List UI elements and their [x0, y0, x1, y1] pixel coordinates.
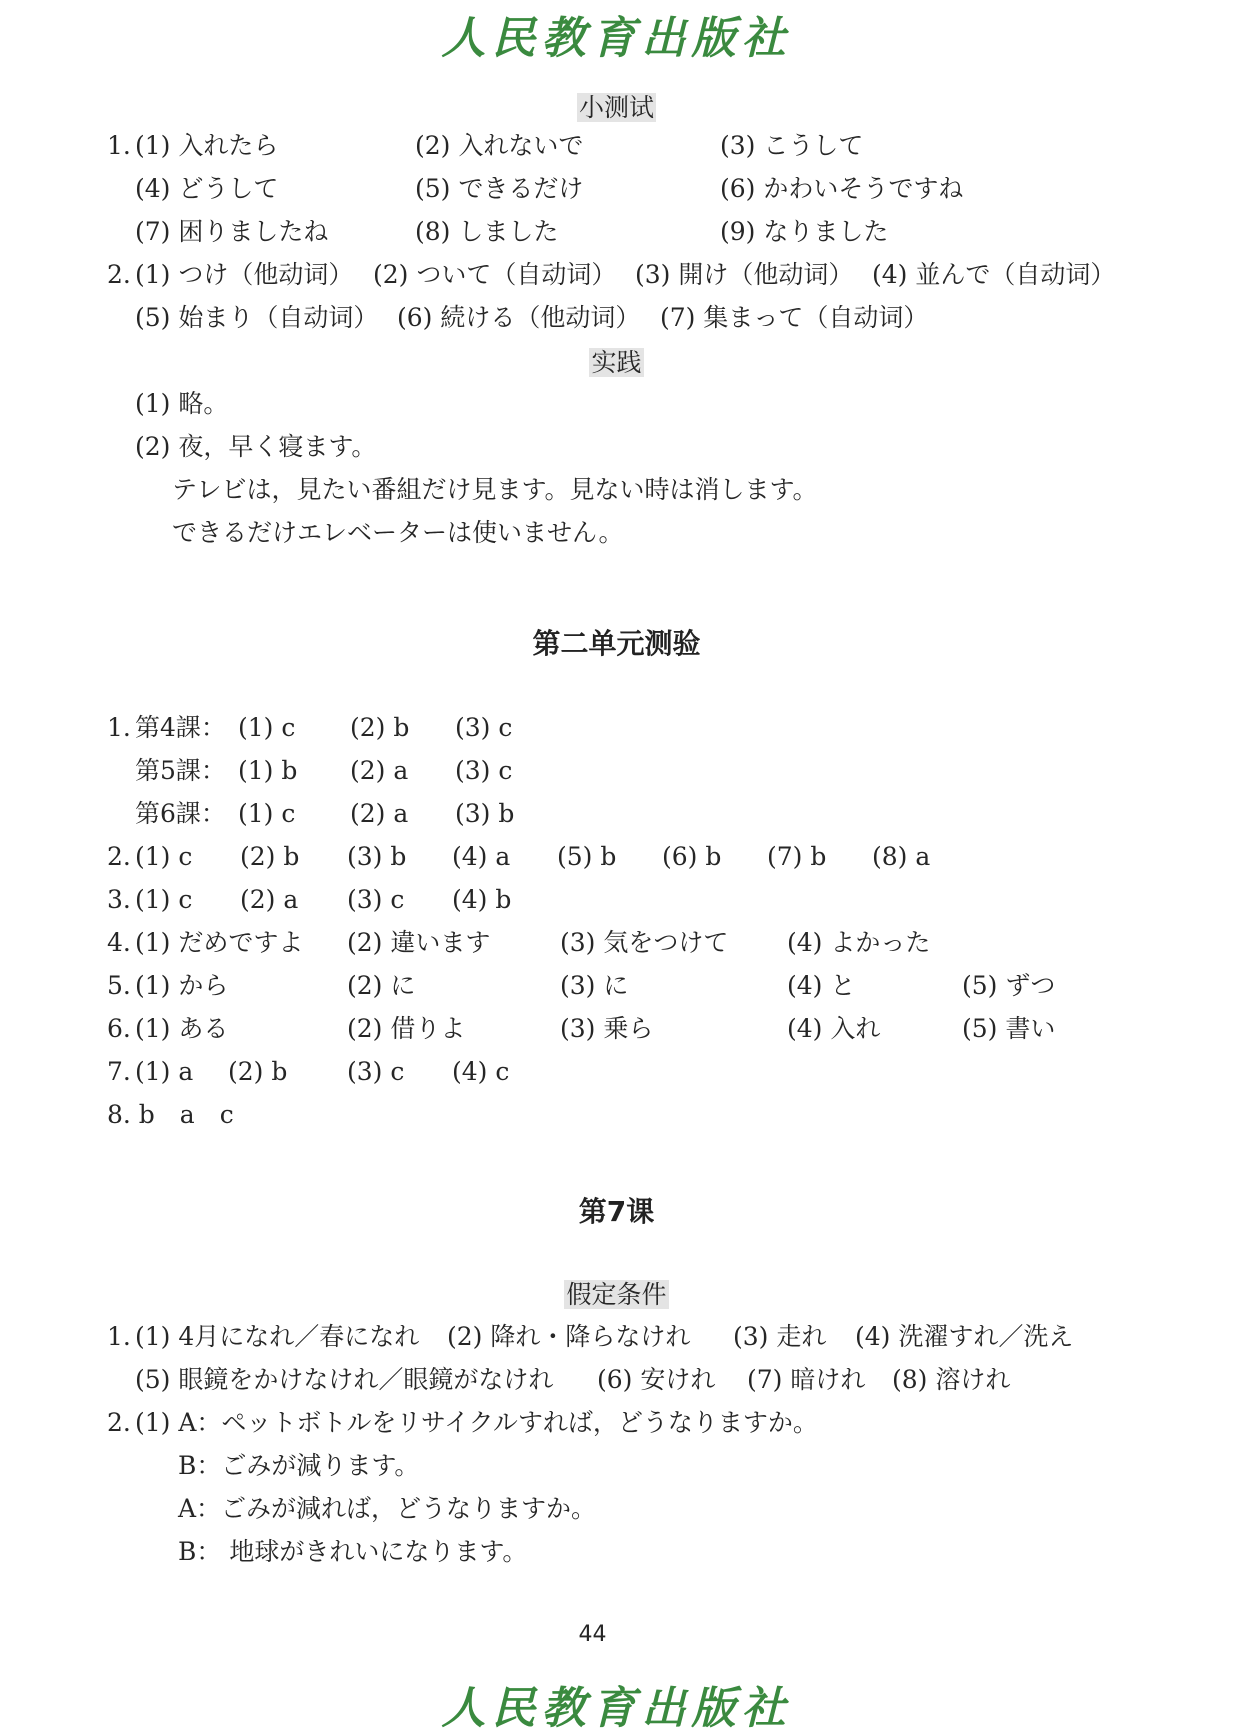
answer: (1) a — [135, 1057, 194, 1086]
lesson-label: 第6課： — [135, 799, 226, 828]
publisher-logo-top: 人民教育出版社 — [441, 13, 792, 64]
answer: (4) c — [452, 1057, 510, 1086]
answer: (5) 書い — [962, 1014, 1056, 1043]
answer: (3) 走れ — [733, 1322, 827, 1351]
answer: (3) 乗ら — [560, 1014, 654, 1043]
answer: (6) かわいそうですね — [720, 174, 964, 203]
question-number: 6. — [107, 1014, 131, 1043]
answer: (2) に — [347, 971, 416, 1000]
answer: (3) 気をつけて — [560, 928, 729, 957]
question-number: 1. — [107, 131, 131, 160]
answer: (1) 4月になれ／春になれ — [135, 1322, 420, 1351]
answer: (1) c — [238, 713, 296, 742]
answer: (7) 暗けれ — [747, 1365, 866, 1394]
answer: (3) c — [455, 756, 513, 785]
answer: (3) b — [455, 799, 515, 828]
answer: (3) c — [455, 713, 513, 742]
answer: (2) 入れないで — [415, 131, 584, 160]
answer: (1) 入れたら — [135, 131, 279, 160]
answer: (4) 洗濯すれ／洗え — [855, 1322, 1074, 1351]
question-number: 3. — [107, 885, 131, 914]
question-number: 1. — [107, 1322, 131, 1351]
answer: (4) と — [787, 971, 856, 1000]
answer: (1) c — [135, 842, 193, 871]
answer: (1) c — [135, 885, 193, 914]
answer: (5) b — [557, 842, 617, 871]
answer: (4) よかった — [787, 928, 931, 957]
answer-sub: テレビは，見たい番組だけ見ます。見ない時は消します。 — [172, 475, 818, 504]
answer: (3) 開け（他动词） — [635, 260, 854, 289]
answer: (4) b — [452, 885, 512, 914]
lesson-label: 第4課： — [135, 713, 226, 742]
heading-unit-test: 第二单元测验 — [532, 627, 701, 660]
answer: (7) b — [767, 842, 827, 871]
dialogue-line: A：ごみが減れば，どうなりますか。 — [178, 1494, 597, 1523]
answer: (4) 入れ — [787, 1014, 881, 1043]
answer: 8. b a c — [107, 1100, 234, 1129]
answer: (6) 安けれ — [597, 1365, 716, 1394]
question-number: 7. — [107, 1057, 131, 1086]
answer: (2) a — [350, 799, 409, 828]
answer: (3) に — [560, 971, 629, 1000]
question-number: 5. — [107, 971, 131, 1000]
answer: (2) ついて（自动词） — [373, 260, 617, 289]
question-number: 1. — [107, 713, 131, 742]
answer: (7) 困りましたね — [135, 217, 329, 246]
answer: (2) b — [228, 1057, 288, 1086]
dialogue-line: B：ごみが減ります。 — [178, 1451, 420, 1480]
section-title-conditional: 假定条件 — [566, 1280, 667, 1309]
answer: (3) c — [347, 885, 405, 914]
answer: (5) できるだけ — [415, 174, 584, 203]
question-number: 2. — [107, 1408, 131, 1437]
answer: (3) b — [347, 842, 407, 871]
answer: (8) a — [872, 842, 931, 871]
answer: (5) 眼鏡をかけなけれ／眼鏡がなけれ — [135, 1365, 554, 1394]
answer: (8) しました — [415, 217, 559, 246]
publisher-logo-bottom: 人民教育出版社 — [441, 1683, 792, 1734]
lesson-label: 第5課： — [135, 756, 226, 785]
answer: (5) ずつ — [962, 971, 1056, 1000]
answer: (3) こうして — [720, 131, 864, 160]
answer-sub: できるだけエレベーターは使いません。 — [172, 518, 624, 547]
answer: (1) A：ペットボトルをリサイクルすれば，どうなりますか。 — [135, 1408, 818, 1437]
answer: (1) だめですよ — [135, 928, 304, 957]
answer: (1) c — [238, 799, 296, 828]
answer: (2) 降れ・降らなけれ — [447, 1322, 691, 1351]
dialogue-line: B： 地球がきれいになります。 — [178, 1537, 528, 1566]
answer: (7) 集まって（自动词） — [660, 303, 929, 332]
answer: (3) c — [347, 1057, 405, 1086]
answer: (1) ある — [135, 1014, 229, 1043]
answer: (4) 並んで（自动词） — [872, 260, 1116, 289]
answer: (2) 借りよ — [347, 1014, 466, 1043]
answer: (9) なりました — [720, 217, 889, 246]
answer: (1) b — [238, 756, 298, 785]
answer: (8) 溶けれ — [892, 1365, 1011, 1394]
question-number: 2. — [107, 842, 131, 871]
answer: (2) b — [240, 842, 300, 871]
answer: (2) 夜，早く寝ます。 — [135, 432, 377, 461]
answer: (2) b — [350, 713, 410, 742]
answer: (1) つけ（他动词） — [135, 260, 354, 289]
answer: (4) a — [452, 842, 511, 871]
answer: (1) から — [135, 971, 229, 1000]
answer: (4) どうして — [135, 174, 279, 203]
page-number: 44 — [578, 1622, 607, 1647]
section-title-quiz: 小测试 — [578, 93, 654, 122]
answer: (2) a — [350, 756, 409, 785]
answer: (6) b — [662, 842, 722, 871]
section-title-practice: 实践 — [591, 348, 642, 377]
heading-lesson-7: 第7课 — [578, 1195, 655, 1228]
answer: (6) 続ける（他动词） — [397, 303, 641, 332]
question-number: 2. — [107, 260, 131, 289]
answer: (1) 略。 — [135, 389, 229, 418]
answer: (2) a — [240, 885, 299, 914]
question-number: 4. — [107, 928, 131, 957]
answer: (2) 違います — [347, 928, 491, 957]
answer: (5) 始まり（自动词） — [135, 303, 379, 332]
